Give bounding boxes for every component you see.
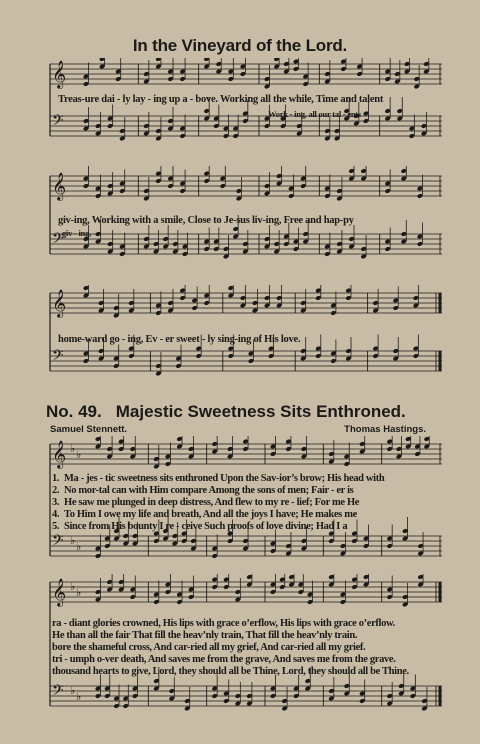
lyric-line: Treas-ure dai - ly lay - ing up a - bove. Working all the while, Time and talent [58,94,384,105]
treble-clef-icon: 𝄞 [52,440,67,468]
bass-clef-icon: 𝄢 [52,112,64,133]
flat-icon: ♭ [70,535,76,547]
verse-line: 5. Since from His bounty I re - ceive Such proofs of love divine; Had I a [52,521,348,532]
lyric-line: home-ward go - ing, Ev - er sweet - ly sing-ing of His love. [58,334,301,345]
flat-icon: ♭ [70,685,76,697]
verse-line: 1. Ma - jes - tic sweetness sits enthroned Upon the Sav-ior’s brow; His head with [52,473,385,484]
flat-icon: ♭ [76,691,82,703]
flat-icon: ♭ [70,581,76,593]
bass-clef-icon: 𝄢 [52,347,64,368]
flat-icon: ♭ [76,587,82,599]
verse-line: ra - diant glories crowned, His lips with grace o’erflow, His lips with grace o’erflow. [52,618,395,629]
verse-line: bore the shameful cross, And car-ried all my grief, And car-ried all my grief. [52,642,366,653]
verse-line: 2. No mor-tal can with Him compare Among the sons of men; Fair - er is [52,485,354,496]
song-title: Majestic Sweetness Sits Enthroned. [115,402,406,421]
song-title: In the Vineyard of the Lord. [132,36,348,55]
flat-icon: ♭ [76,449,82,461]
flat-icon: ♭ [70,443,76,455]
treble-clef-icon: 𝄞 [52,289,67,317]
treble-clef-icon: 𝄞 [52,172,67,200]
treble-staff [50,285,442,318]
lyric-line-alt: giv - ing, [62,228,91,238]
song-number: No. 49. [46,402,102,421]
lyric-line: giv-ing, Working with a smile, Close to Je-sus liv-ing, Free and hap-py [58,215,354,226]
verse-line: thousand hearts to give, Lord, they should all be Thine, Lord, they should all be Thine. [52,666,409,677]
treble-staff [50,58,442,89]
bass-clef-icon: 𝄢 [52,532,64,553]
treble-staff [50,166,442,201]
verse-line: 3. He saw me plunged in deep distress, And flew to my re - lief; For me He [52,497,360,508]
verse-line: 4. To Him I owe my life and breath, And all the joys I have; He makes me [52,509,357,520]
music-staff [48,58,444,158]
treble-staff [50,436,442,469]
staff-system-1 [48,58,444,158]
verse-line: tri - umph o-ver death, And saves me from the grave, And saves me from the grave. [52,654,396,665]
flat-icon: ♭ [76,541,82,553]
verse-line: He than all the fair That fill the heav’nly train, That fill the heav’nly train. [52,630,358,641]
bass-clef-icon: 𝄢 [52,682,64,703]
lyric-line-alt: Work - ing, all our tal - ents [268,109,361,119]
lyricist-credit: Samuel Stennett. [50,424,128,435]
treble-clef-icon: 𝄞 [52,60,67,88]
bass-clef-icon: 𝄢 [52,230,64,251]
treble-staff [50,574,442,607]
composer-credit: Thomas Hastings. [344,424,426,435]
treble-clef-icon: 𝄞 [52,578,67,606]
song-header [46,402,406,422]
